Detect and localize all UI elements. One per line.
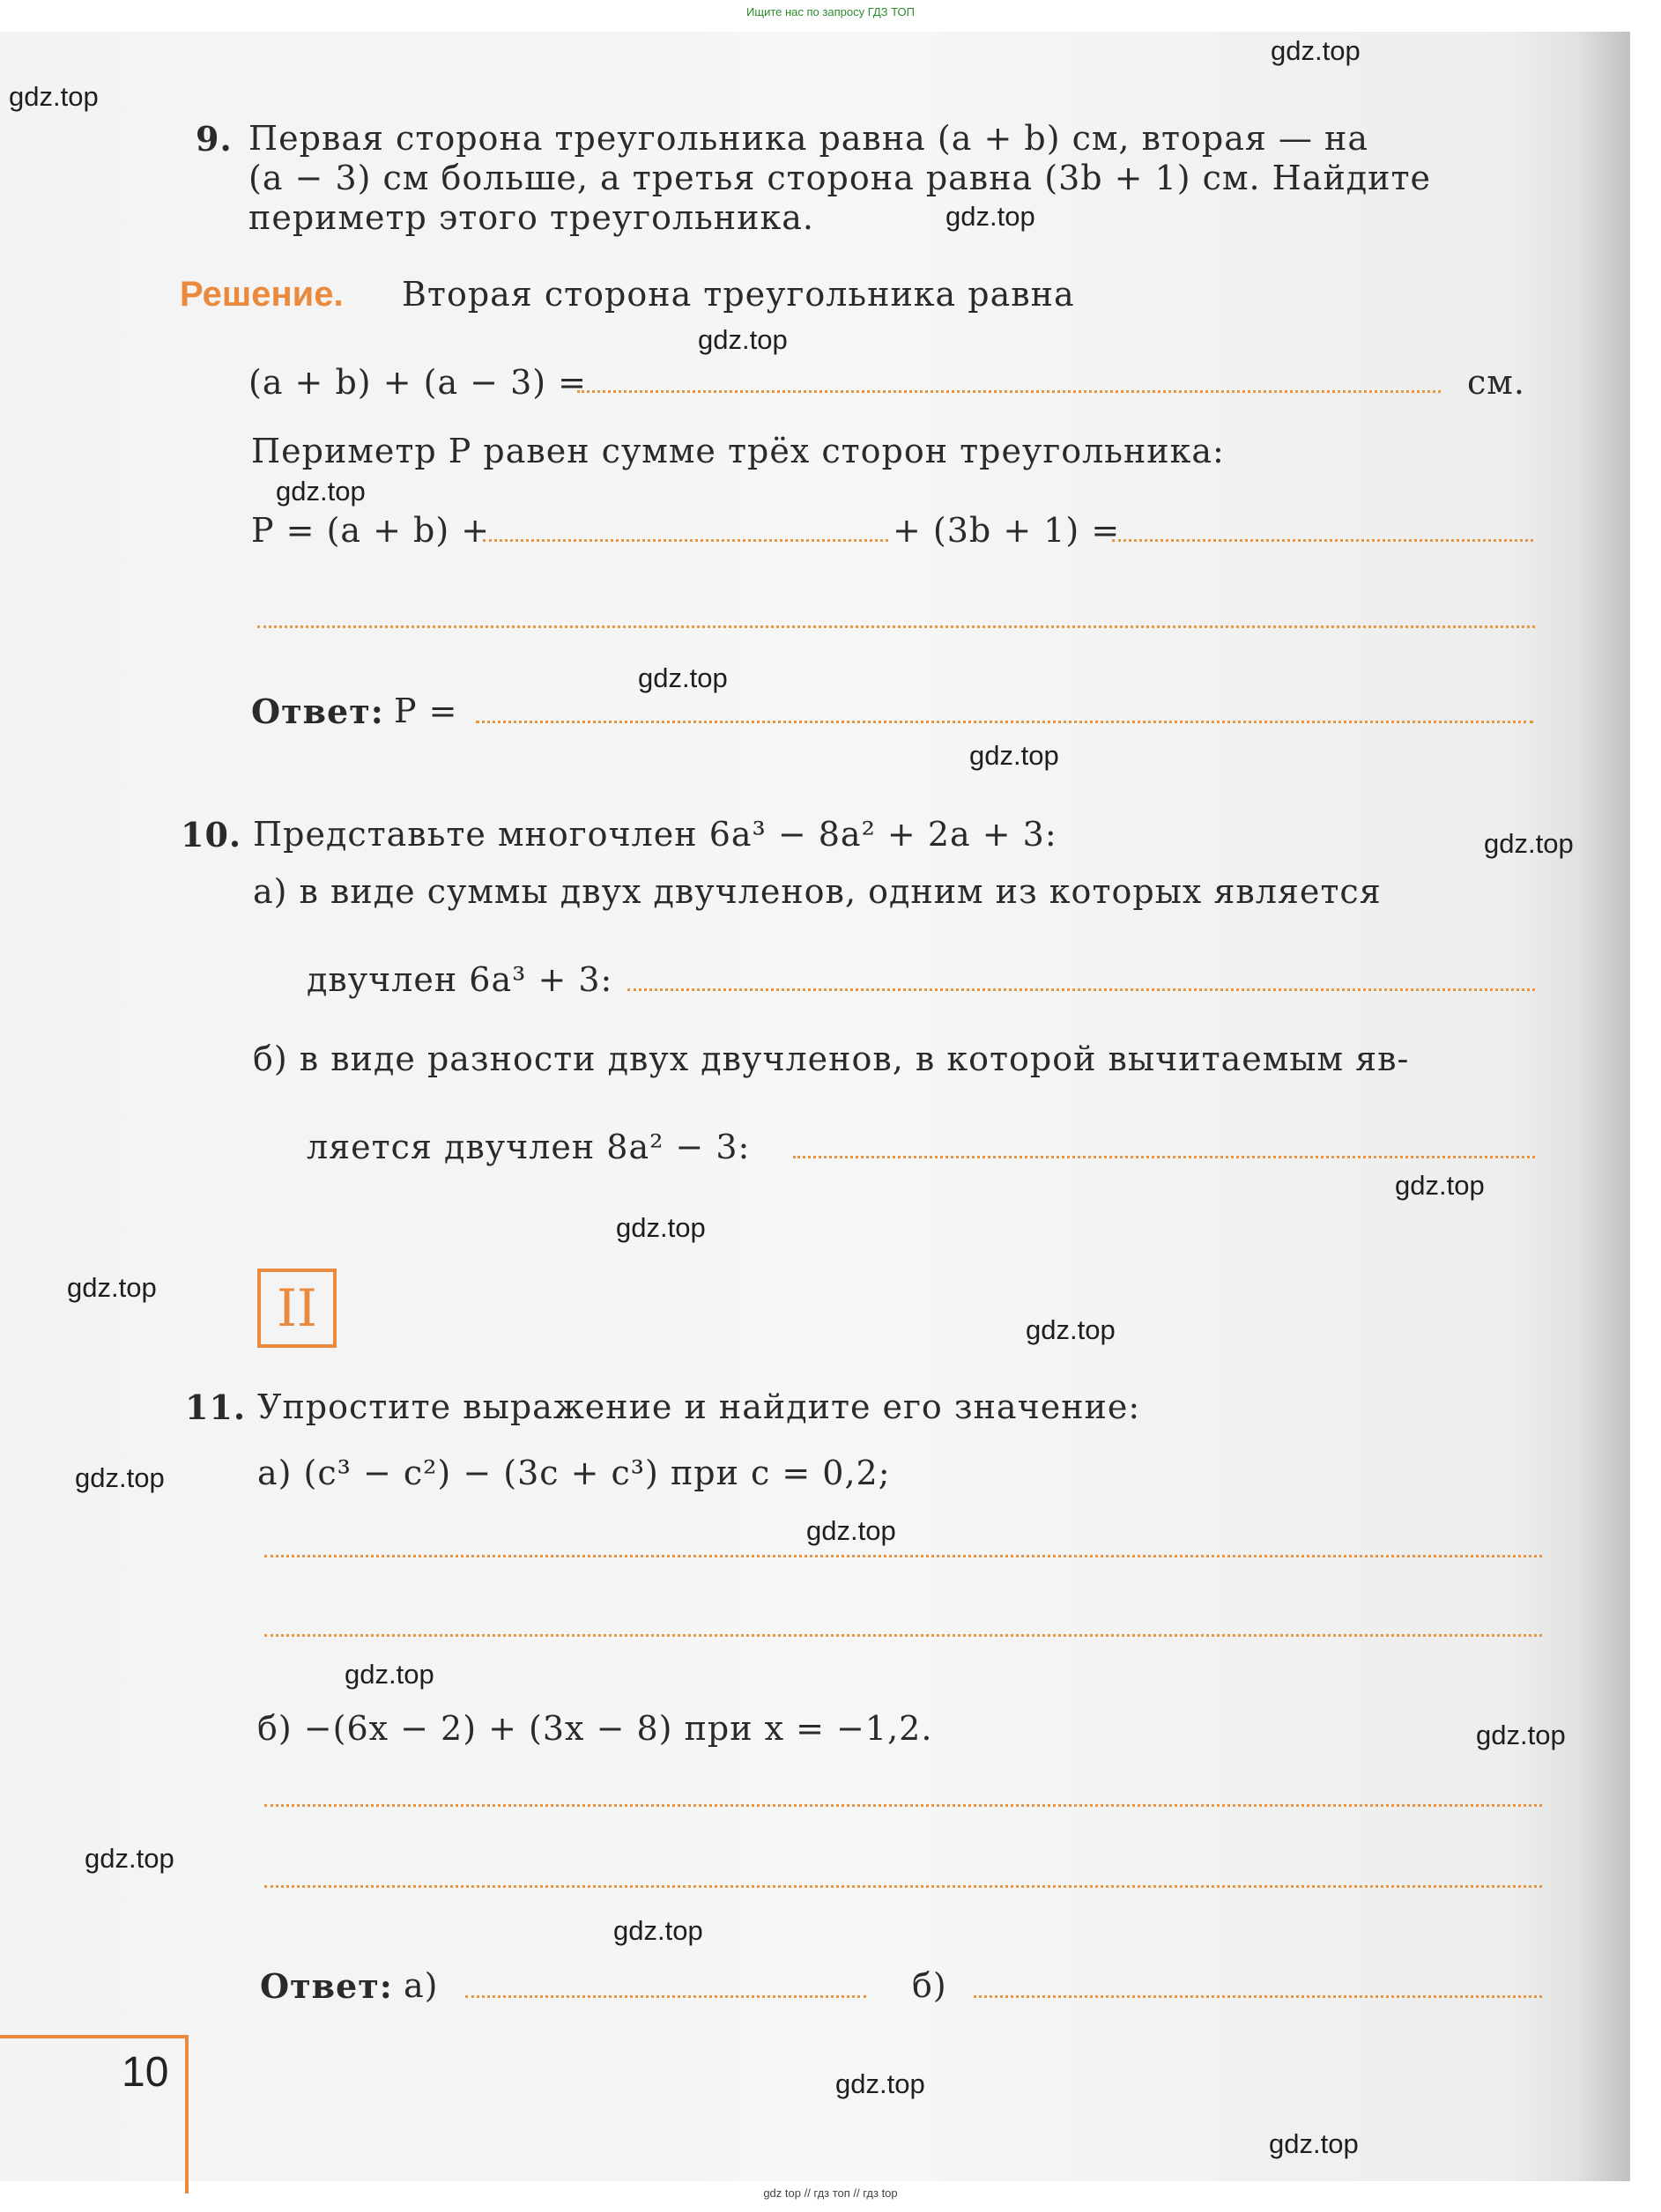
answer-line-11b-2[interactable]: [264, 1885, 1542, 1888]
answer-line-perimeter-middle[interactable]: [483, 539, 888, 542]
answer-line-p[interactable]: [476, 721, 1533, 723]
task10-b-line2: ляется двучлен 8a² − 3:: [307, 1128, 751, 1166]
second-side-expression: (a + b) + (a − 3) =: [248, 363, 588, 402]
watermark: gdz.top: [1484, 828, 1574, 859]
task11-number: 11.: [185, 1387, 247, 1427]
watermark: gdz.top: [85, 1843, 174, 1874]
textbook-page: [0, 32, 1630, 2181]
answer-line-11a-2[interactable]: [264, 1634, 1542, 1637]
top-banner[interactable]: Ищите нас по запросу ГДЗ ТОП: [746, 5, 915, 18]
perimeter-mid: + (3b + 1) =: [893, 511, 1121, 550]
bottom-banner[interactable]: gdz top // гдз топ // гдз top: [763, 2186, 898, 2200]
watermark: gdz.top: [638, 662, 728, 693]
task11-answer-label: Ответ:: [260, 1966, 393, 2006]
perimeter-text: Периметр P равен сумме трёх сторон треугольника:: [251, 432, 1225, 470]
watermark: gdz.top: [1026, 1314, 1116, 1345]
perimeter-left: P = (a + b) +: [251, 511, 491, 550]
task10-a-line1: а) в виде суммы двух двучленов, одним из которых является: [253, 872, 1382, 911]
answer-line-perimeter-right[interactable]: [1112, 539, 1533, 542]
answer-line-11a-1[interactable]: [264, 1555, 1542, 1557]
watermark: gdz.top: [806, 1515, 896, 1546]
watermark: gdz.top: [276, 476, 366, 507]
task11-answer-a: а): [404, 1966, 439, 2005]
task10-a-line2: двучлен 6a³ + 3:: [307, 960, 613, 999]
task9-line1: Первая сторона треугольника равна (a + b) см, вторая — на: [248, 119, 1368, 158]
watermark: gdz.top: [616, 1212, 706, 1243]
task9-line2: (a − 3) см больше, а третья сторона равна (3b + 1) см. Найдите: [248, 159, 1432, 197]
watermark: gdz.top: [969, 740, 1059, 771]
watermark: gdz.top: [1476, 1720, 1566, 1750]
watermark: gdz.top: [75, 1462, 165, 1493]
solution-text: Вторая сторона треугольника равна: [402, 275, 1075, 314]
watermark: gdz.top: [1269, 2128, 1359, 2159]
watermark: gdz.top: [9, 81, 99, 112]
task11-text: Упростите выражение и найдите его значение:: [257, 1387, 1141, 1426]
watermark: gdz.top: [1271, 35, 1361, 66]
page-fold-shadow: [1577, 32, 1630, 2181]
task10-number: 10.: [181, 815, 242, 854]
task10-text: Представьте многочлен 6a³ − 8a² + 2a + 3:: [253, 815, 1057, 854]
task11-a: а) (c³ − c²) − (3c + c³) при c = 0,2;: [257, 1454, 891, 1492]
answer-label: Ответ:: [251, 692, 384, 731]
answer-var-p: P =: [394, 692, 458, 730]
section-level-box: II: [257, 1269, 337, 1348]
answer-line-11-final-b[interactable]: [974, 1995, 1542, 1998]
watermark: gdz.top: [345, 1659, 434, 1690]
watermark: gdz.top: [945, 201, 1035, 232]
task10-b-line1: б) в виде разности двух двучленов, в которой вычитаемым яв-: [253, 1039, 1410, 1078]
solution-label: Решение.: [180, 275, 344, 314]
watermark: gdz.top: [1395, 1170, 1485, 1201]
page-number: 10: [122, 2049, 169, 2096]
unit-cm: см.: [1467, 363, 1525, 402]
answer-line-10a[interactable]: [627, 988, 1535, 991]
answer-line-10b[interactable]: [793, 1156, 1535, 1158]
watermark: gdz.top: [613, 1915, 703, 1946]
watermark: gdz.top: [67, 1272, 157, 1303]
task9-line3: периметр этого треугольника.: [248, 198, 814, 237]
watermark: gdz.top: [835, 2068, 925, 2099]
answer-line-perimeter-continued[interactable]: [257, 625, 1535, 628]
task11-answer-b: б): [912, 1966, 947, 2005]
task11-b: б) −(6x − 2) + (3x − 8) при x = −1,2.: [257, 1709, 933, 1748]
answer-line-11b-1[interactable]: [264, 1804, 1542, 1807]
task9-number: 9.: [196, 119, 233, 159]
watermark: gdz.top: [698, 324, 788, 355]
answer-line-11-final-a[interactable]: [465, 1995, 866, 1998]
answer-line-second-side[interactable]: [577, 390, 1441, 393]
